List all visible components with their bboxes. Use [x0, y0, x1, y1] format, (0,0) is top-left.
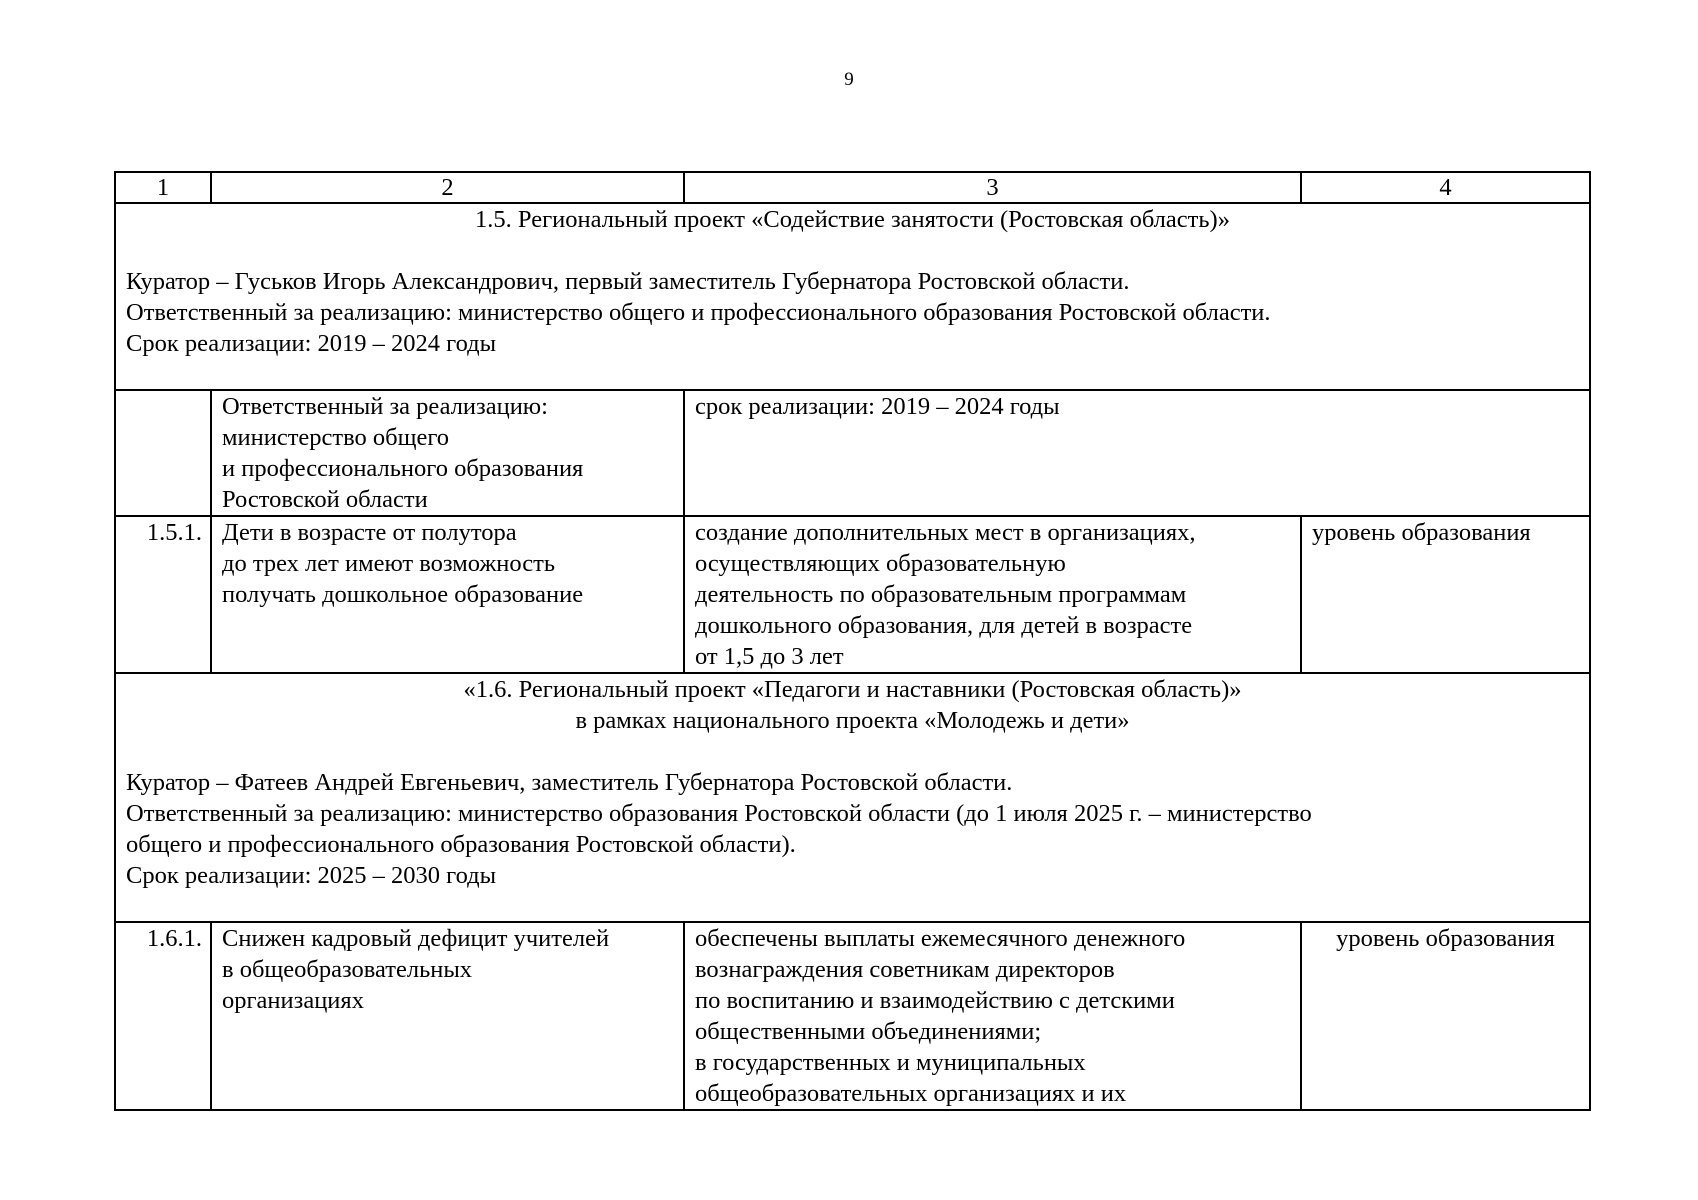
text-line: от 1,5 до 3 лет — [695, 643, 844, 670]
table-row-1-5-1 — [115, 516, 1590, 673]
column-number-4: 4 — [1301, 172, 1590, 203]
column-number-row — [115, 172, 1590, 203]
column-number-1: 1 — [115, 172, 211, 203]
section-title-1-6-line-2: в рамках национального проекта «Молодежь и дети» — [575, 707, 1130, 734]
responsible-row-executor-cell — [211, 390, 684, 516]
column-number-3: 3 — [684, 172, 1301, 203]
indicator-cell — [1301, 922, 1590, 1110]
section-term-1-5: Срок реализации: 2019 – 2024 годы — [126, 330, 497, 357]
program-table — [114, 171, 1591, 1111]
text-line: срок реализации: 2019 – 2024 годы — [695, 393, 1060, 420]
responsible-row-1-5 — [115, 390, 1590, 516]
result-cell — [211, 922, 684, 1110]
column-number-2: 2 — [211, 172, 684, 203]
indicator-cell — [1301, 516, 1590, 673]
text-line: деятельность по образовательным программам — [695, 581, 1187, 608]
section-responsible-1-5: Ответственный за реализацию: министерство общего и профессионального образования Ростовской области. — [126, 299, 1271, 326]
text-line: и профессионального образования — [222, 455, 584, 482]
text-line: уровень образования — [1312, 519, 1531, 546]
responsible-row-num-cell — [115, 390, 211, 516]
section-title-1-5: 1.5. Региональный проект «Содействие занятости (Ростовская область)» — [475, 206, 1230, 233]
text-line: по воспитанию и взаимодействию с детскими — [695, 987, 1175, 1014]
section-responsible-1-6-line-1: Ответственный за реализацию: министерство образования Ростовской области (до 1 июля 2025 г. – министерство — [126, 800, 1312, 827]
text-line: общеобразовательных организациях и их — [695, 1080, 1127, 1107]
text-line: Дети в возрасте от полутора — [222, 519, 517, 546]
characteristic-cell — [684, 922, 1301, 1110]
table-row-1-6-1 — [115, 922, 1590, 1110]
responsible-row-term-cell — [684, 390, 1590, 516]
characteristic-cell — [684, 516, 1301, 673]
text-line: осуществляющих образовательную — [695, 550, 1066, 577]
section-curator-1-5: Куратор – Гуськов Игорь Александрович, первый заместитель Губернатора Ростовской области. — [126, 268, 1130, 295]
page-number: 9 — [844, 69, 854, 90]
text-line: вознаграждения советникам директоров — [695, 956, 1115, 983]
text-line: Ответственный за реализацию: — [222, 393, 548, 420]
row-number: 1.5.1. — [115, 516, 211, 673]
section-row-1-6 — [115, 673, 1590, 922]
result-cell — [211, 516, 684, 673]
text-line: в общеобразовательных — [222, 956, 473, 983]
text-line: организациях — [222, 987, 364, 1014]
text-line: в государственных и муниципальных — [695, 1049, 1086, 1076]
text-line: обеспечены выплаты ежемесячного денежного — [695, 925, 1186, 952]
text-line: дошкольного образования, для детей в возрасте — [695, 612, 1193, 639]
section-responsible-1-6-line-2: общего и профессионального образования Ростовской области). — [126, 831, 796, 858]
text-line: Ростовской области — [222, 486, 428, 513]
section-cell-1-6 — [115, 673, 1590, 922]
section-term-1-6: Срок реализации: 2025 – 2030 годы — [126, 862, 497, 889]
section-curator-1-6: Куратор – Фатеев Андрей Евгеньевич, заместитель Губернатора Ростовской области. — [126, 769, 1013, 796]
section-row-1-5 — [115, 203, 1590, 390]
text-line: Снижен кадровый дефицит учителей — [222, 925, 610, 952]
section-cell-1-5 — [115, 203, 1590, 390]
text-line: общественными объединениями; — [695, 1018, 1042, 1045]
text-line: получать дошкольное образование — [222, 581, 584, 608]
text-line: министерство общего — [222, 424, 450, 451]
text-line: уровень образования — [1336, 925, 1555, 952]
text-line: до трех лет имеют возможность — [222, 550, 556, 577]
text-line: создание дополнительных мест в организациях, — [695, 519, 1196, 546]
row-number: 1.6.1. — [115, 922, 211, 1110]
section-title-1-6-line-1: «1.6. Региональный проект «Педагоги и наставники (Ростовская область)» — [463, 676, 1242, 703]
